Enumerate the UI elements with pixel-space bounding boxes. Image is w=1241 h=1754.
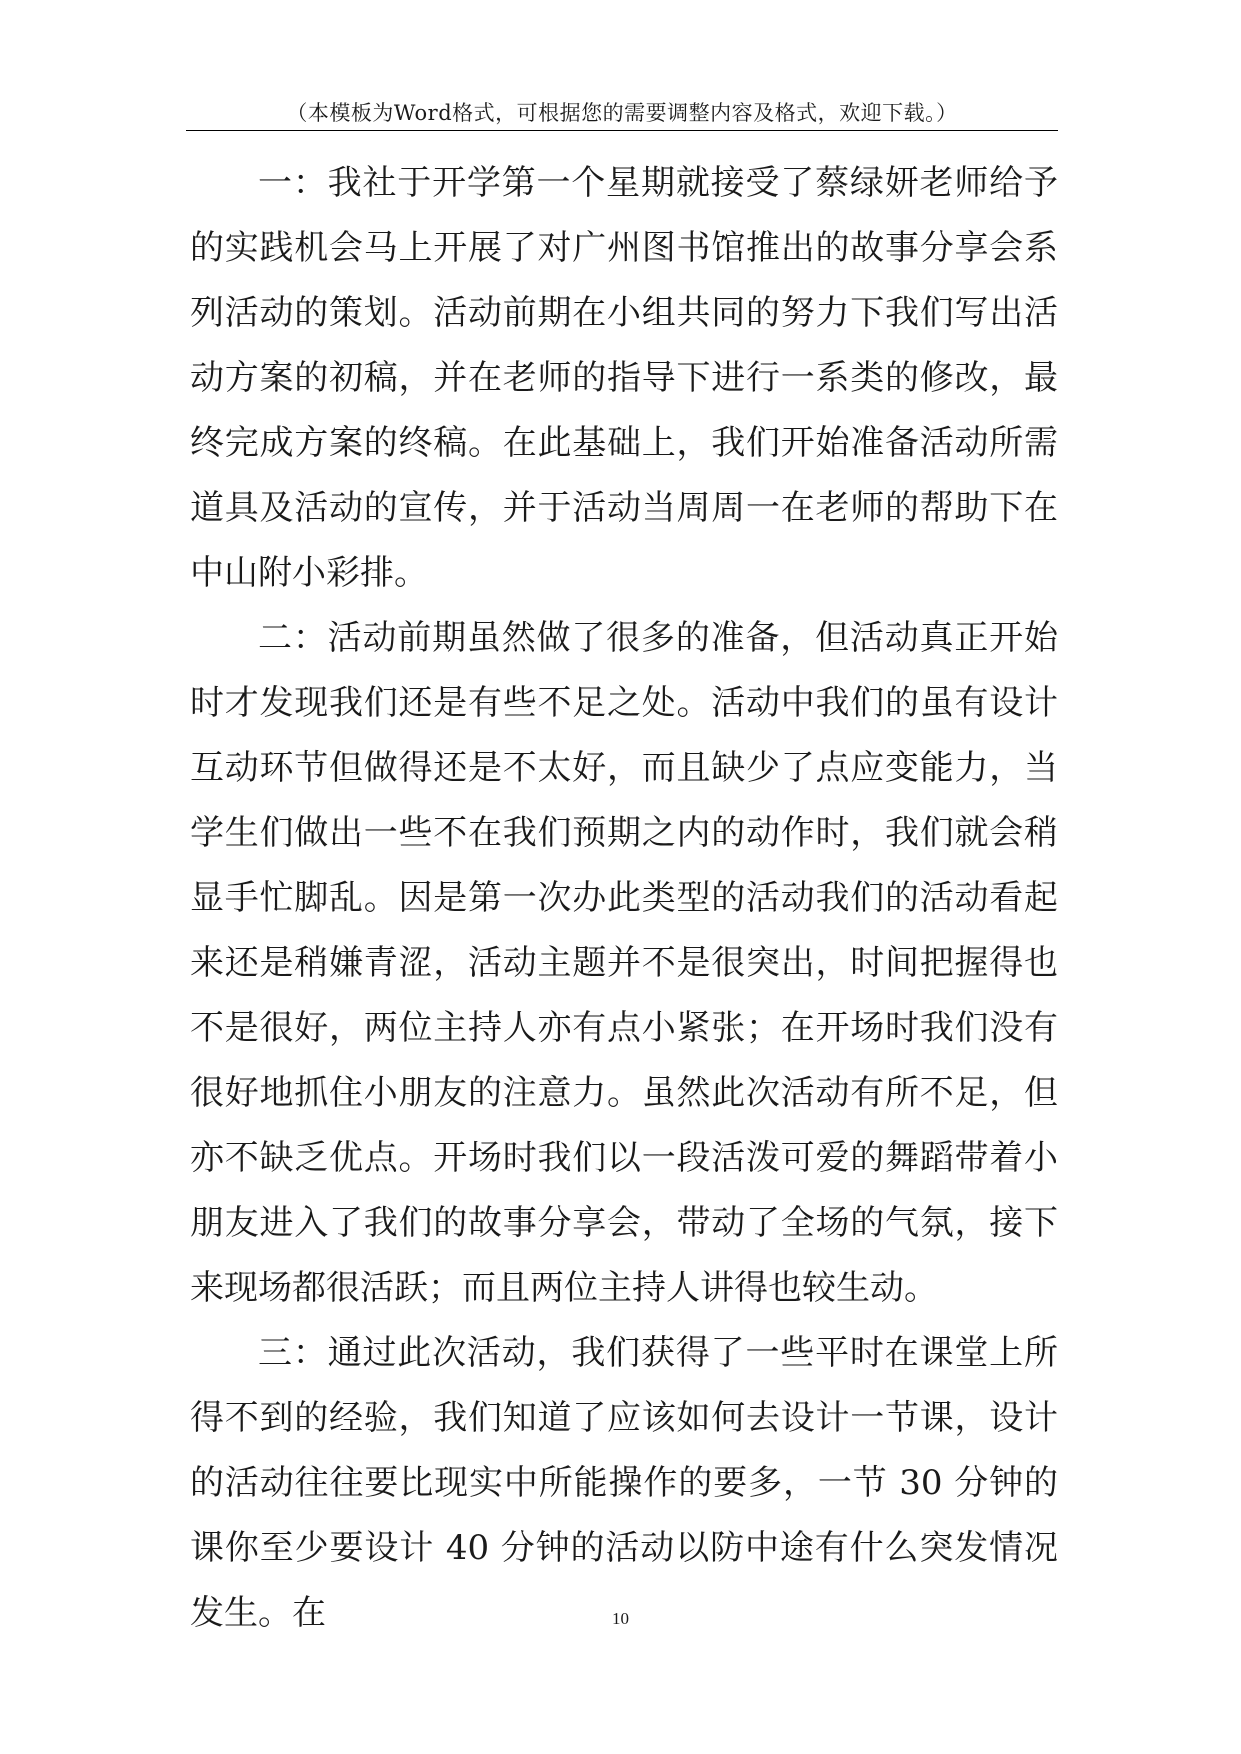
- document-body: [190, 151, 1058, 1646]
- template-header-note: （本模板为Word格式，可根据您的需要调整内容及格式，欢迎下载。）: [286, 101, 958, 125]
- paragraph-1: 一：我社于开学第一个星期就接受了蔡绿妍老师给予的实践机会马上开展了对广州图书馆推出的故事分享会系列活动的策划。活动前期在小组共同的努力下我们写出活动方案的初稿，并在老师的指导下进行一系类的修改，最终完成方案的终稿。在此基础上，我们开始准备活动所需道具及活动的宣传，并于活动当周周一在老师的帮助下在中山附小彩排。: [190, 163, 1058, 593]
- header-divider: [186, 130, 1058, 131]
- paragraph-3: 三：通过此次活动，我们获得了一些平时在课堂上所得不到的经验，我们知道了应该如何去设计一节课，设计的活动往往要比现实中所能操作的要多，一节 30 分钟的课你至少要设计 40 分钟的活动以防中途有什么突发情况发生。在: [190, 1333, 1058, 1633]
- paragraph-2: 二：活动前期虽然做了很多的准备，但活动真正开始时才发现我们还是有些不足之处。活动中我们的虽有设计互动环节但做得还是不太好，而且缺少了点应变能力，当学生们做出一些不在我们预期之内的动作时，我们就会稍显手忙脚乱。因是第一次办此类型的活动我们的活动看起来还是稍嫌青涩，活动主题并不是很突出，时间把握得也不是很好，两位主持人亦有点小紧张；在开场时我们没有很好地抓住小朋友的注意力。虽然此次活动有所不足，但亦不缺乏优点。开场时我们以一段活泼可爱的舞蹈带着小朋友进入了我们的故事分享会，带动了全场的气氛，接下来现场都很活跃；而且两位主持人讲得也较生动。: [190, 618, 1058, 1308]
- page-number: 10: [612, 1609, 629, 1628]
